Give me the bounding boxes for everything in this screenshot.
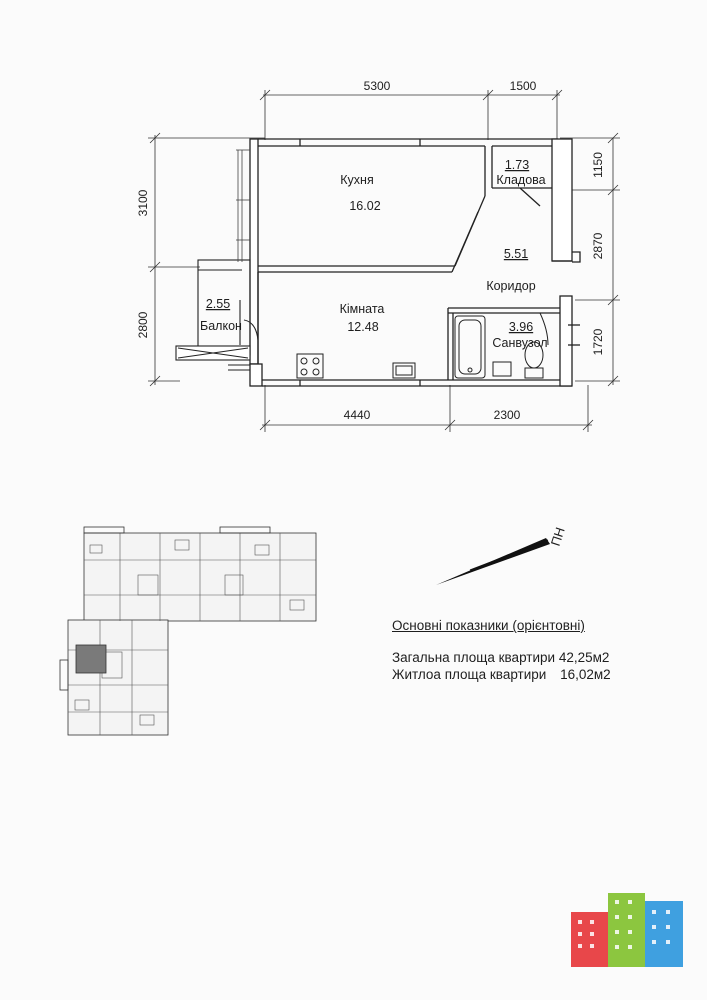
dim-right-bottom: 1720: [591, 328, 605, 356]
stove-icon: [297, 354, 323, 378]
legend-total-value: 42,25м2: [558, 650, 610, 665]
kitchen-window-column: [236, 150, 250, 262]
dimension-labels: [136, 79, 605, 422]
dim-left-bottom: 2800: [136, 311, 150, 339]
apartment-highlight: [76, 645, 106, 673]
room-kitchen-name: Кухня: [340, 173, 374, 187]
room-bath-area: 3.96: [508, 320, 534, 334]
dim-top-left: 5300: [363, 79, 391, 93]
dim-right-top: 1150: [591, 152, 605, 178]
legend-living-label: Житлоа площа квартири: [392, 667, 547, 682]
room-kitchen-area: 16.02: [349, 199, 381, 213]
dimension-lines: [148, 90, 620, 432]
dim-bottom-left: 4440: [343, 408, 371, 422]
legend-total-label: Загальна площа квартири: [392, 650, 556, 665]
company-logo: [571, 893, 683, 967]
north-arrow: [436, 525, 568, 585]
north-label: ПН: [547, 525, 568, 548]
dim-top-right: 1500: [509, 79, 537, 93]
room-corridor-name: Коридор: [486, 279, 536, 293]
legend-heading: Основні показники (орієнтовні): [392, 618, 585, 633]
room-room-area: 12.48: [347, 320, 379, 334]
building-key-plan: [60, 527, 316, 735]
room-corridor-area: 5.51: [503, 247, 529, 261]
dim-left-top: 3100: [136, 189, 150, 217]
legend-living-value: 16,02м2: [560, 667, 611, 682]
room-storage-name: Кладова: [496, 173, 546, 187]
legend-living-row: [392, 667, 692, 682]
room-bath-name: Санвузол: [492, 336, 548, 350]
dim-bottom-right: 2300: [493, 408, 521, 422]
balcony: [176, 260, 258, 370]
dim-right-mid: 2870: [591, 232, 605, 260]
room-balcony-area: 2.55: [205, 297, 231, 311]
room-storage-area: 1.73: [504, 158, 530, 172]
room-balcony-name: Балкон: [200, 319, 242, 333]
washbasin-icon: [493, 362, 511, 376]
legend-total-row: [392, 650, 692, 665]
room-room-name: Кімната: [339, 302, 385, 316]
